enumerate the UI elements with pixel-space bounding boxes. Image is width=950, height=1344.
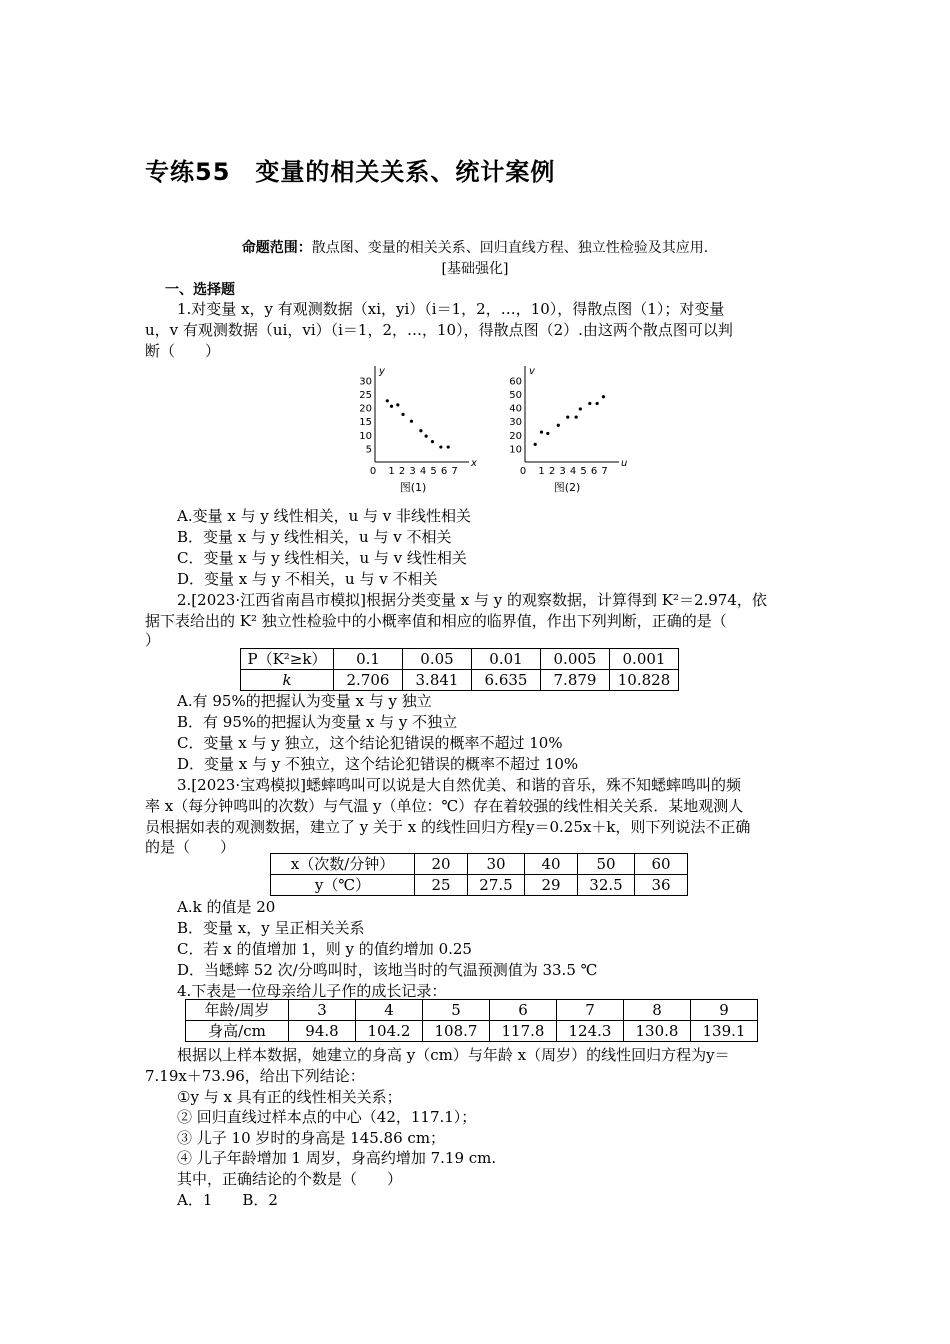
q4-intro: 4.下表是一位母亲给儿子作的成长记录：: [177, 982, 447, 1000]
y-tick-label: 5: [365, 444, 372, 456]
data-point: [401, 413, 404, 416]
topic-scope-text: 散点图、变量的相关关系、回归直线方程、独立性检验及其应用.: [311, 240, 709, 256]
x-tick-label: 0: [519, 466, 527, 477]
q4-conclusion-2: ② 回归直线过样本点的中心（42，117.1）；: [177, 1108, 477, 1126]
q1-option-b: B．变量 x 与 y 线性相关，u 与 v 不相关: [177, 528, 452, 546]
topic-scope-label: 命题范围：: [241, 240, 312, 256]
table-header-cell: k: [241, 670, 334, 691]
q3-line-1: 3.[2023·宝鸡模拟]蟋蟀鸣叫可以说是大自然优美、和谐的音乐，殊不知蟋蟀鸣叫的频: [177, 776, 741, 794]
x-tick-label: 6: [440, 466, 448, 477]
page-title: 专练55 变量的相关关系、统计案例: [145, 158, 556, 186]
table-cell: 0.05: [403, 649, 472, 670]
table-cell: 7: [557, 1000, 624, 1021]
table-row: [186, 1000, 758, 1021]
table-cell: 130.8: [624, 1021, 691, 1042]
table-row: [186, 1021, 758, 1042]
topic-scope: [145, 238, 805, 258]
figure-2-caption: 图(2): [553, 481, 581, 494]
x-axis-label: x: [471, 458, 477, 469]
data-point: [575, 416, 578, 419]
data-point: [410, 420, 413, 423]
x-tick-label: 7: [601, 466, 608, 477]
table-cell: 0.1: [334, 649, 403, 670]
data-point: [588, 402, 591, 405]
x-tick-label: 7: [451, 466, 458, 477]
y-tick-label: 60: [509, 376, 522, 388]
q2-line-1: 2.[2023·江西省南昌市模拟]根据分类变量 x 与 y 的观察数据，计算得到 K²＝2.974，依: [177, 591, 767, 609]
q2-table: [240, 648, 679, 691]
y-tick-label: 20: [509, 430, 522, 442]
x-tick-label: 3: [559, 466, 566, 477]
data-point: [534, 443, 537, 446]
table-row: [271, 875, 688, 896]
table-cell: 50: [578, 854, 635, 875]
level-heading: [基础强化]: [441, 261, 509, 277]
table-cell: 36: [635, 875, 688, 896]
table-row: [241, 670, 679, 691]
y-tick-label: 40: [509, 403, 522, 415]
q2-line-2: 据下表给出的 K² 独立性检验中的小概率值和相应的临界值，作出下列判断，正确的是（: [145, 612, 727, 630]
q3-option-b: B．变量 x，y 呈正相关关系: [177, 919, 365, 937]
table-cell: 139.1: [691, 1021, 758, 1042]
x-tick-label: 4: [419, 466, 427, 477]
y-tick-label: 10: [359, 430, 372, 442]
q1-line-2: u，v 有观测数据（ui，vi）（i＝1，2，…，10），得散点图（2）.由这两个散点图可以判: [145, 321, 733, 339]
table-cell: 9: [691, 1000, 758, 1021]
table-cell: 10.828: [610, 670, 679, 691]
data-point: [425, 435, 428, 438]
data-point: [596, 402, 599, 405]
table-row: [241, 649, 679, 670]
table-cell: 0.01: [472, 649, 541, 670]
q3-option-a: A.k 的值是 20: [177, 898, 276, 916]
data-point: [439, 445, 442, 448]
table-cell: 60: [635, 854, 688, 875]
data-point: [557, 424, 560, 427]
table-cell: 94.8: [289, 1021, 356, 1042]
table-cell: 30: [468, 854, 525, 875]
q4-conclusion-3: ③ 儿子 10 岁时的身高是 145.86 cm；: [177, 1129, 446, 1147]
data-point: [579, 407, 582, 410]
y-axis-label: y: [379, 366, 385, 377]
scatter-chart-2: [495, 360, 635, 495]
table-row: [271, 854, 688, 875]
data-point: [566, 416, 569, 419]
y-tick-label: 30: [359, 376, 372, 388]
table-cell: 25: [415, 875, 468, 896]
table-header-cell: x（次数/分钟）: [271, 854, 415, 875]
table-cell: 3: [289, 1000, 356, 1021]
table-cell: 124.3: [557, 1021, 624, 1042]
q4-line-2: 7.19x＋73.96，给出下列结论：: [145, 1067, 365, 1085]
table-cell: 29: [525, 875, 578, 896]
q3-line-2: 率 x（每分钟鸣叫的次数）与气温 y（单位：℃）存在着较强的线性相关关系．某地观测人: [145, 797, 744, 815]
table-header-cell: 身高/cm: [186, 1021, 289, 1042]
q1-option-c: C．变量 x 与 y 线性相关，u 与 v 线性相关: [177, 549, 467, 567]
x-tick-label: 0: [369, 466, 377, 477]
y-tick-label: 15: [359, 417, 372, 429]
table-cell: 5: [423, 1000, 490, 1021]
q3-table: [270, 853, 688, 896]
table-cell: 3.841: [403, 670, 472, 691]
table-cell: 7.879: [541, 670, 610, 691]
data-point: [540, 430, 543, 433]
q4-line-1: 根据以上样本数据，她建立的身高 y（cm）与年龄 x（周岁）的线性回归方程为y＝: [177, 1046, 730, 1064]
data-point: [431, 440, 434, 443]
table-cell: 117.8: [490, 1021, 557, 1042]
x-tick-label: 6: [590, 466, 598, 477]
q4-table: [185, 999, 758, 1042]
q3-option-c: C．若 x 的值增加 1，则 y 的值约增加 0.25: [177, 940, 472, 958]
q1-line-3: 断（ ）: [145, 342, 221, 360]
figure-1-caption: 图(1): [399, 481, 427, 494]
section-heading: 一、选择题: [165, 282, 235, 298]
y-tick-label: 30: [509, 417, 522, 429]
x-tick-label: 2: [548, 466, 556, 477]
x-tick-label: 5: [430, 466, 437, 477]
table-cell: 27.5: [468, 875, 525, 896]
table-cell: 2.706: [334, 670, 403, 691]
q2-option-a: A.有 95%的把握认为变量 x 与 y 独立: [177, 692, 432, 710]
x-tick-label: 1: [388, 466, 395, 477]
q2-option-b: B．有 95%的把握认为变量 x 与 y 不独立: [177, 713, 458, 731]
q3-option-d: D．当蟋蟀 52 次/分鸣叫时，该地当时的气温预测值为 33.5 ℃: [177, 961, 598, 979]
x-tick-label: 3: [409, 466, 416, 477]
table-cell: 104.2: [356, 1021, 423, 1042]
x-tick-label: 2: [398, 466, 406, 477]
data-point: [419, 429, 422, 432]
table-cell: 108.7: [423, 1021, 490, 1042]
q2-option-c: C．变量 x 与 y 独立，这个结论犯错误的概率不超过 10%: [177, 734, 563, 752]
q3-line-4: 的是（ ）: [145, 838, 236, 856]
data-point: [386, 399, 389, 402]
q4-conclusion-1: ①y 与 x 具有正的线性相关关系；: [177, 1088, 402, 1106]
data-point: [546, 432, 549, 435]
q4-options: A．1 B．2: [177, 1191, 278, 1209]
y-tick-label: 10: [509, 444, 522, 456]
y-axis-label: v: [529, 366, 535, 377]
data-point: [447, 445, 450, 448]
y-tick-label: 50: [509, 390, 522, 401]
x-tick-label: 1: [538, 466, 545, 477]
table-cell: 40: [525, 854, 578, 875]
scatter-chart-1: [345, 360, 485, 495]
table-cell: 6: [490, 1000, 557, 1021]
q2-line-3: ）: [145, 631, 161, 649]
x-tick-label: 5: [580, 466, 587, 477]
table-header-cell: y（℃）: [271, 875, 415, 896]
table-cell: 0.001: [610, 649, 679, 670]
x-axis-label: u: [621, 458, 628, 469]
q1-line-1: 1.对变量 x，y 有观测数据（xi，yi）（i＝1，2，…，10），得散点图（1）；对变量: [177, 300, 725, 318]
q1-option-d: D．变量 x 与 y 不相关，u 与 v 不相关: [177, 570, 438, 588]
data-point: [396, 403, 399, 406]
table-header-cell: P（K²≥k）: [241, 649, 334, 670]
table-cell: 20: [415, 854, 468, 875]
data-point: [390, 405, 393, 408]
q2-option-d: D．变量 x 与 y 不独立，这个结论犯错误的概率不超过 10%: [177, 755, 579, 773]
q4-question: 其中，正确结论的个数是（ ）: [177, 1170, 403, 1188]
q1-option-a: A.变量 x 与 y 线性相关，u 与 v 非线性相关: [177, 507, 472, 525]
table-cell: 6.635: [472, 670, 541, 691]
y-tick-label: 25: [359, 390, 372, 401]
y-tick-label: 20: [359, 403, 372, 415]
table-cell: 4: [356, 1000, 423, 1021]
q4-conclusion-4: ④ 儿子年龄增加 1 周岁，身高约增加 7.19 cm.: [177, 1149, 497, 1167]
x-tick-label: 4: [569, 466, 577, 477]
table-cell: 0.005: [541, 649, 610, 670]
table-header-cell: 年龄/周岁: [186, 1000, 289, 1021]
data-point: [602, 395, 605, 398]
table-cell: 8: [624, 1000, 691, 1021]
table-cell: 32.5: [578, 875, 635, 896]
q3-line-3: 员根据如表的观测数据，建立了 y 关于 x 的线性回归方程y＝0.25x＋k，则下列说法不正确: [145, 818, 751, 836]
